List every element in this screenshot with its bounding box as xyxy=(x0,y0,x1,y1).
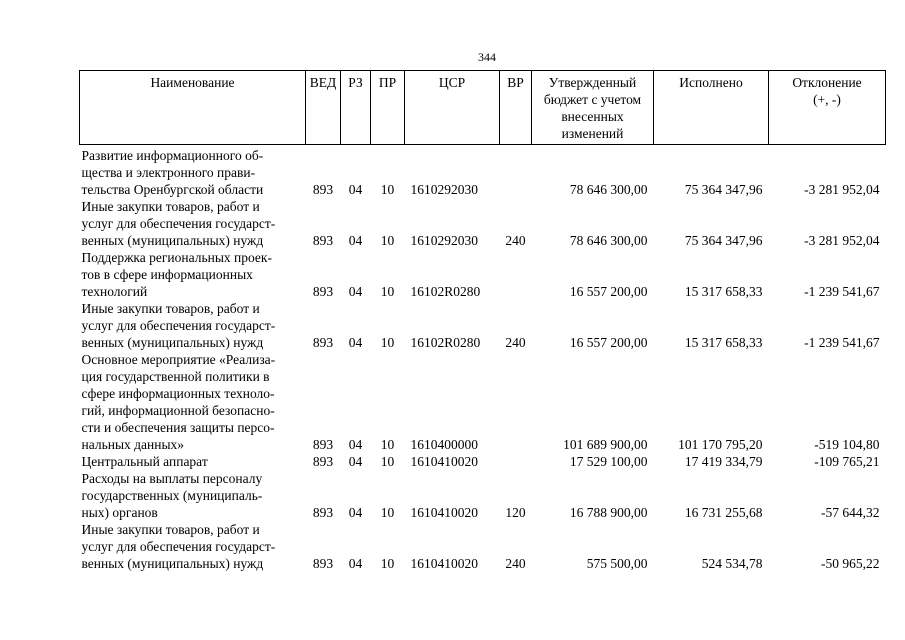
cell-pr: 10 xyxy=(380,437,395,452)
cell-vr xyxy=(500,453,532,470)
cell-name-line: Иные закупки товаров, работ и xyxy=(81,199,260,214)
cell-name-line: Расходы на выплаты персоналу xyxy=(81,471,263,486)
page-number: 344 xyxy=(478,50,496,64)
cell-name-line: венных (муниципальных) нужд xyxy=(81,556,264,571)
header-budget-line: бюджет с учетом xyxy=(543,92,642,107)
cell-budget: 17 529 100,00 xyxy=(569,454,648,469)
table-row xyxy=(80,249,886,300)
cell-name-line: нальных данных» xyxy=(81,437,185,452)
cell-csr: 1610292030 xyxy=(410,182,478,197)
cell-ved: 893 xyxy=(312,335,334,350)
cell-deviation: -1 239 541,67 xyxy=(804,284,880,299)
cell-pr: 10 xyxy=(380,454,395,469)
cell-deviation: -519 104,80 xyxy=(814,437,880,452)
cell-budget: 78 646 300,00 xyxy=(569,233,648,248)
cell-name-line: щества и электронного прави- xyxy=(81,165,256,180)
cell-name-line: сти и обеспечения защиты персо- xyxy=(81,420,275,435)
cell-name-line: Центральный аппарат xyxy=(81,454,208,469)
cell-name-line: тельства Оренбургской области xyxy=(81,182,264,197)
header-deviation-line: Отклонение xyxy=(792,75,862,90)
cell-name-line: услуг для обеспечения государст- xyxy=(81,216,276,231)
cell-done: 75 364 347,96 xyxy=(684,182,763,197)
header-budget-line: изменений xyxy=(561,126,624,141)
cell-ved: 893 xyxy=(312,284,334,299)
cell-name xyxy=(80,470,306,521)
header-csr: ЦСР xyxy=(405,71,500,145)
cell-name xyxy=(80,249,306,300)
cell-vr xyxy=(500,249,532,300)
cell-pr: 10 xyxy=(380,284,395,299)
cell-done: 15 317 658,33 xyxy=(684,284,763,299)
cell-name-line: Поддержка региональных проек- xyxy=(81,250,272,265)
cell-budget: 16 557 200,00 xyxy=(569,335,648,350)
table-row xyxy=(80,453,886,470)
cell-csr: 1610292030 xyxy=(410,233,478,248)
cell-name-line: Иные закупки товаров, работ и xyxy=(81,301,260,316)
budget-table xyxy=(79,70,886,572)
cell-csr: 1610410020 xyxy=(410,556,478,571)
cell-name xyxy=(80,521,306,572)
header-vr: ВР xyxy=(500,71,532,145)
table-body xyxy=(80,145,886,573)
cell-pr: 10 xyxy=(380,182,395,197)
cell-budget: 16 788 900,00 xyxy=(569,505,648,520)
cell-rz: 04 xyxy=(348,556,363,571)
cell-vr: 240 xyxy=(505,233,526,248)
cell-budget: 16 557 200,00 xyxy=(569,284,648,299)
header-deviation-line: (+, -) xyxy=(813,92,841,107)
header-ved: ВЕД xyxy=(306,71,341,145)
cell-csr: 16102R0280 xyxy=(410,284,481,299)
cell-done: 101 170 795,20 xyxy=(678,437,763,452)
cell-rz: 04 xyxy=(348,233,363,248)
cell-name xyxy=(80,453,306,470)
cell-ved: 893 xyxy=(312,505,334,520)
cell-rz: 04 xyxy=(348,284,363,299)
table-row xyxy=(80,351,886,453)
cell-done: 16 731 255,68 xyxy=(684,505,763,520)
table-row xyxy=(80,145,886,199)
cell-deviation: -57 644,32 xyxy=(821,505,880,520)
cell-budget: 78 646 300,00 xyxy=(569,182,648,197)
cell-deviation: -3 281 952,04 xyxy=(804,182,880,197)
table-row xyxy=(80,198,886,249)
cell-csr: 1610400000 xyxy=(410,437,478,452)
cell-name-line: венных (муниципальных) нужд xyxy=(81,335,264,350)
cell-vr: 120 xyxy=(505,505,526,520)
table-row xyxy=(80,470,886,521)
header-rz: РЗ xyxy=(341,71,371,145)
cell-pr: 10 xyxy=(380,556,395,571)
cell-name-line: технологий xyxy=(81,284,148,299)
cell-rz: 04 xyxy=(348,505,363,520)
cell-rz: 04 xyxy=(348,182,363,197)
cell-pr: 10 xyxy=(380,335,395,350)
cell-name-line: венных (муниципальных) нужд xyxy=(81,233,264,248)
cell-csr: 16102R0280 xyxy=(410,335,481,350)
cell-ved: 893 xyxy=(312,182,334,197)
cell-rz: 04 xyxy=(348,335,363,350)
cell-name-line: государственных (муниципаль- xyxy=(81,488,263,503)
cell-name xyxy=(80,198,306,249)
cell-ved: 893 xyxy=(312,437,334,452)
cell-name-line: ных) органов xyxy=(81,505,158,520)
cell-name-line: гий, информационной безопасно- xyxy=(81,403,275,418)
cell-vr xyxy=(500,145,532,199)
header-budget-line: внесенных xyxy=(561,109,624,124)
header-pr: ПР xyxy=(371,71,405,145)
cell-deviation: -109 765,21 xyxy=(814,454,880,469)
cell-deviation: -50 965,22 xyxy=(821,556,880,571)
cell-done: 15 317 658,33 xyxy=(684,335,763,350)
table-row xyxy=(80,300,886,351)
cell-ved: 893 xyxy=(312,233,334,248)
cell-ved: 893 xyxy=(312,556,334,571)
cell-name-line: сфере информационных техноло- xyxy=(81,386,275,401)
cell-deviation: -1 239 541,67 xyxy=(804,335,880,350)
cell-name-line: услуг для обеспечения государст- xyxy=(81,318,276,333)
cell-name-line: тов в сфере информационных xyxy=(81,267,253,282)
cell-budget: 101 689 900,00 xyxy=(563,437,648,452)
cell-pr: 10 xyxy=(380,233,395,248)
cell-vr: 240 xyxy=(505,556,526,571)
cell-vr xyxy=(500,351,532,453)
cell-name-line: Развитие информационного об- xyxy=(81,148,264,163)
header-budget xyxy=(532,71,654,145)
cell-ved: 893 xyxy=(312,454,334,469)
cell-rz: 04 xyxy=(348,437,363,452)
header-name: Наименование xyxy=(80,71,306,145)
cell-budget: 575 500,00 xyxy=(586,556,648,571)
cell-done: 524 534,78 xyxy=(701,556,763,571)
cell-pr: 10 xyxy=(380,505,395,520)
cell-name-line: услуг для обеспечения государст- xyxy=(81,539,276,554)
table-row xyxy=(80,521,886,572)
cell-name-line: ция государственной политики в xyxy=(81,369,270,384)
header-done: Исполнено xyxy=(654,71,769,145)
cell-name xyxy=(80,145,306,199)
cell-rz: 04 xyxy=(348,454,363,469)
cell-name xyxy=(80,351,306,453)
header-budget-line: Утвержденный xyxy=(548,75,637,90)
table-header-row xyxy=(80,71,886,145)
cell-done: 17 419 334,79 xyxy=(684,454,763,469)
header-deviation xyxy=(769,71,886,145)
cell-deviation: -3 281 952,04 xyxy=(804,233,880,248)
cell-name-line: Основное мероприятие «Реализа- xyxy=(81,352,276,367)
cell-csr: 1610410020 xyxy=(410,505,478,520)
cell-name-line: Иные закупки товаров, работ и xyxy=(81,522,260,537)
cell-vr: 240 xyxy=(505,335,526,350)
cell-done: 75 364 347,96 xyxy=(684,233,763,248)
cell-name xyxy=(80,300,306,351)
cell-csr: 1610410020 xyxy=(410,454,478,469)
